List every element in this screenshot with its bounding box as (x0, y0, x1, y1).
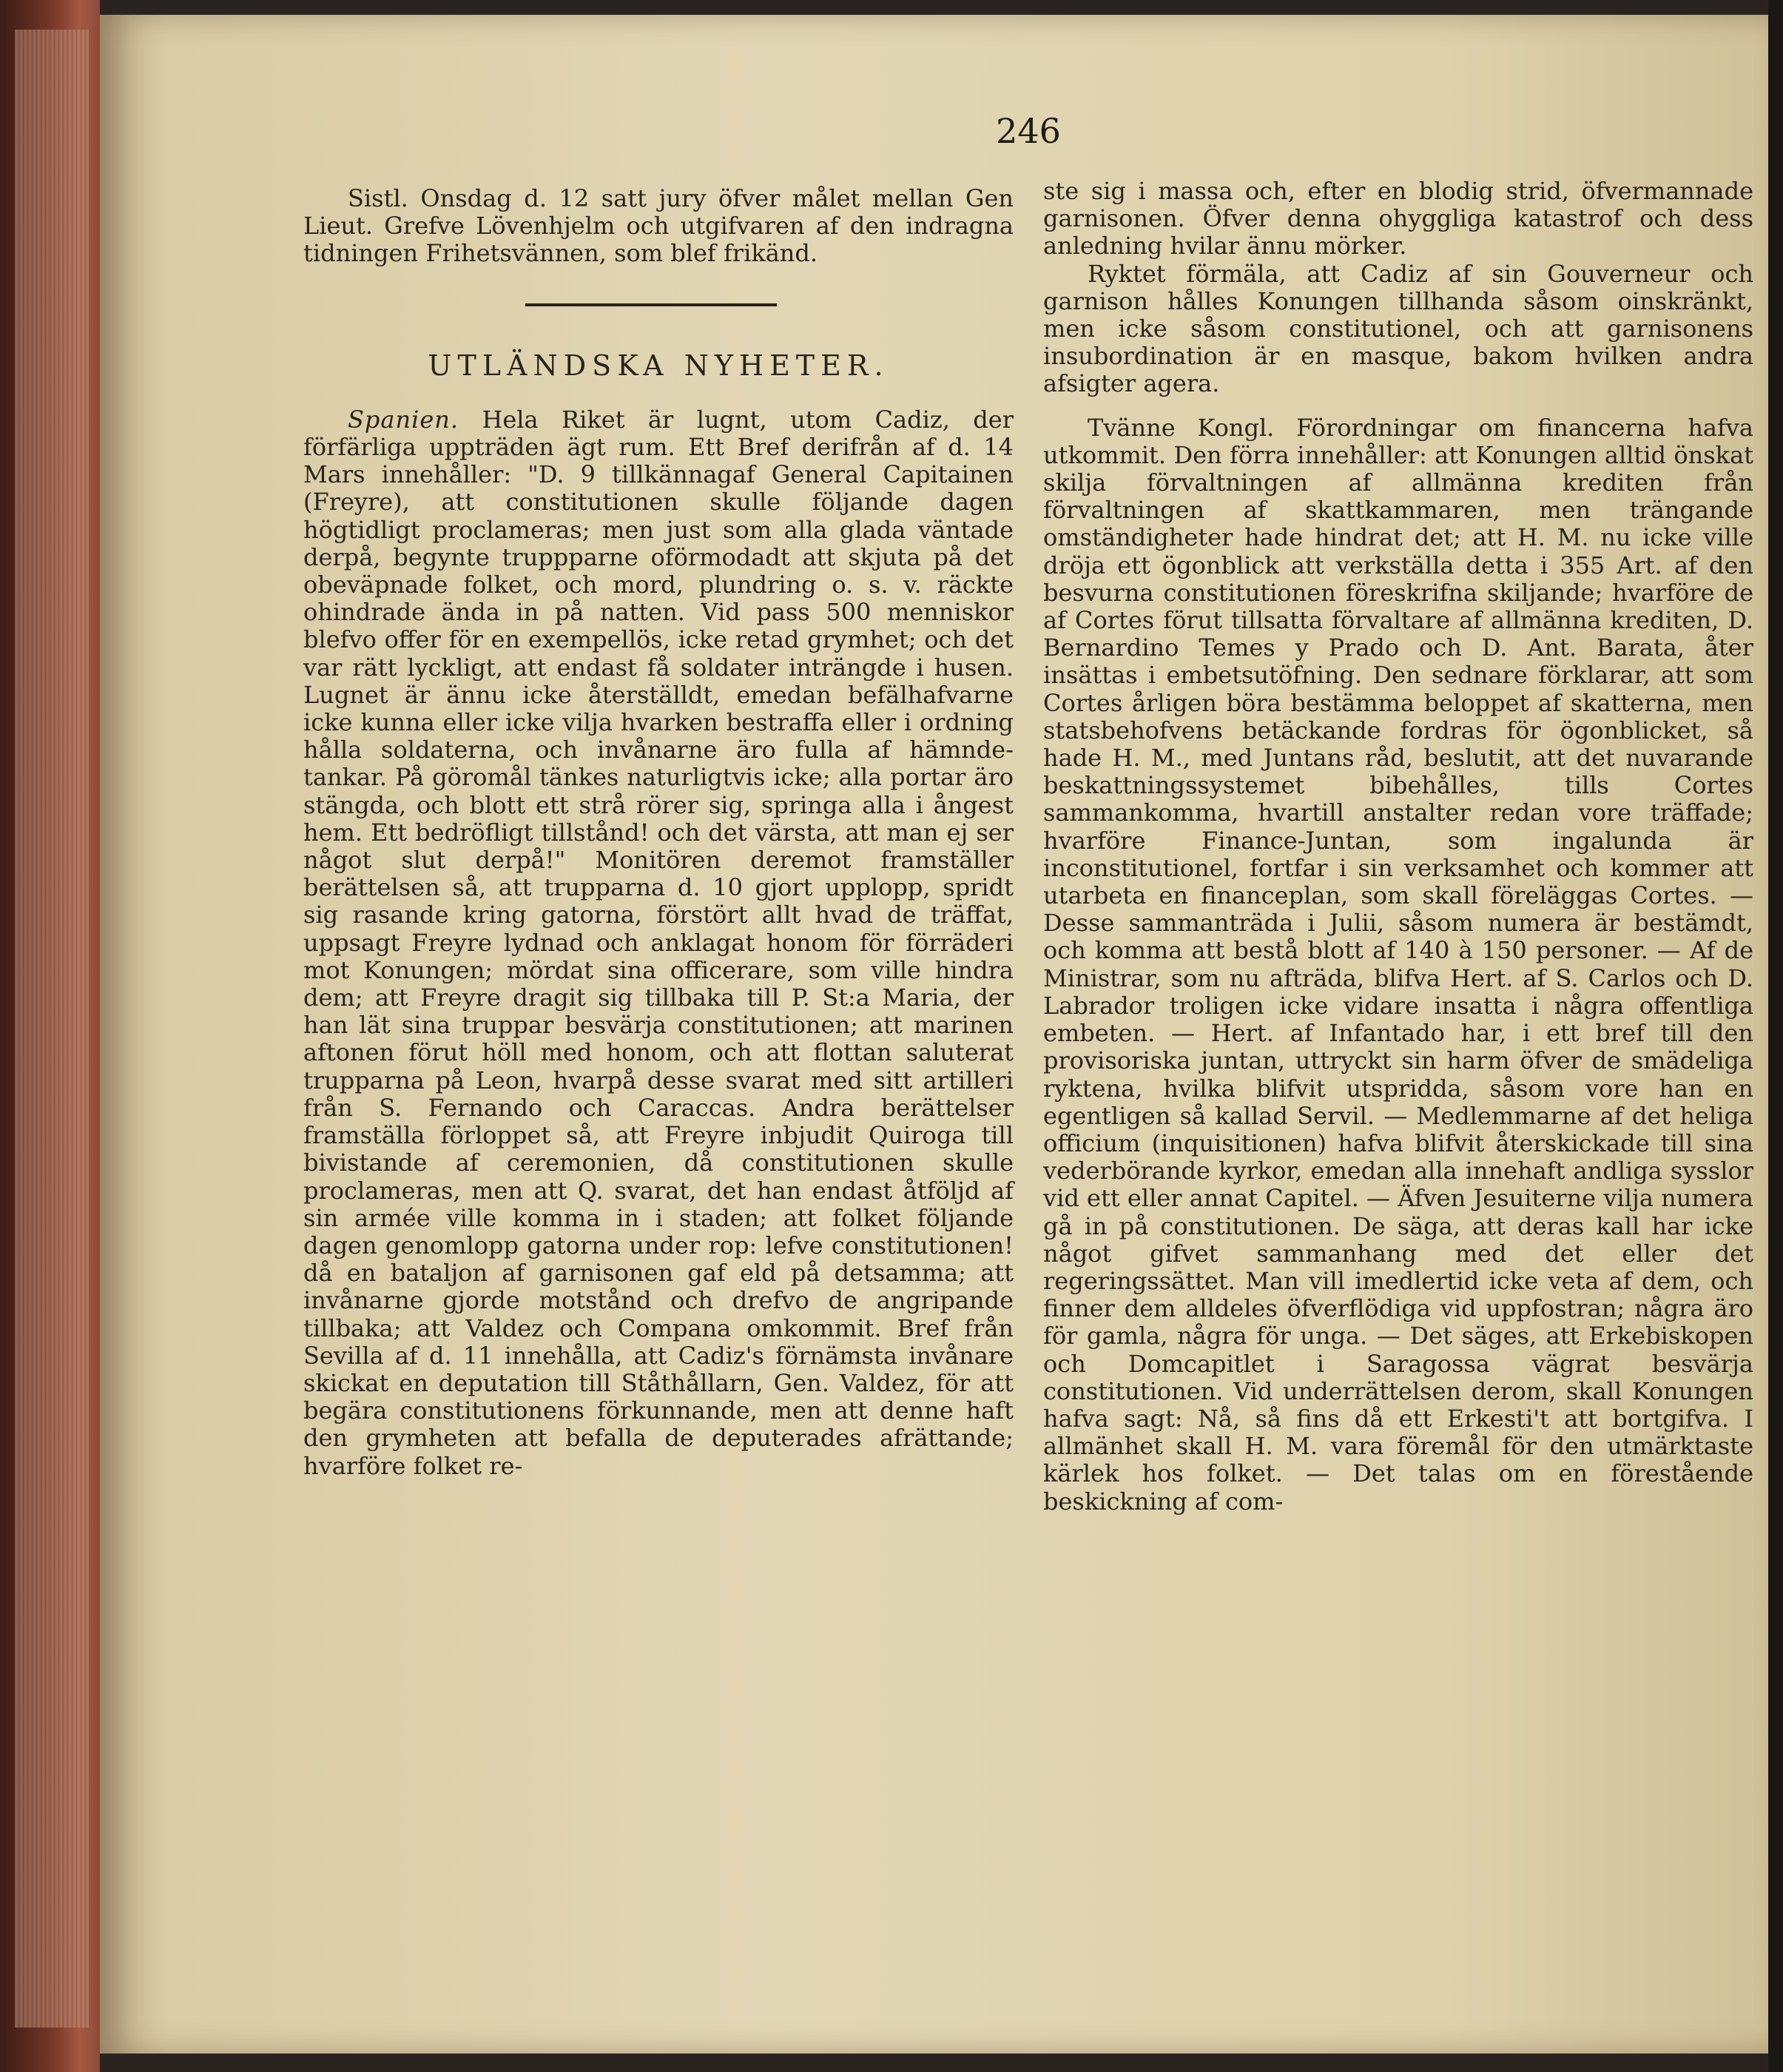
article-continuation: ste sig i massa och, efter en blodig strid, öfvermannade garnisonen. Öfver denna ohyggliga katastrof och dess anledning hvilar ännu mörker. (1043, 177, 1753, 260)
page-shadow (1768, 0, 1783, 2072)
section-heading: UTLÄNDSKA NYHETER. (428, 349, 889, 382)
finance-paragraph: Tvänne Kongl. Förordningar om financerna hafva utkommit. Den förra innehåller: att Konungen alltid önskat skilja förvaltningen af allmänna krediten från förvaltningen af skattkammaren, men trängande omständigheter hade hindrat det; att H. M. nu icke ville dröja ett ögonblick att verkställa detta i 355 Art. af den besvurna constitutionen föreskrifna skiljande; hvarföre de af Cortes förut tillsatta förvaltare af allmänna krediten, D. Bernardino Temes y Prado och D. Ant. Barata, åter insättas i embetsutöfning. Den sednare förklarar, att som Cortes årligen böra bestämma beloppet af skatterna, men statsbehofvens betäckande fordras för ögonblicket, så hade H. M., med Juntans råd, beslutit, att det nuvarande beskattningssystemet bibehålles, tills Cortes sammankomma, hvartill anstalter redan vore träffade; hvarföre Finance-Juntan, som ingalunda är inconstitutionel, fortfar i sin verksamhet och kommer att utarbeta en financeplan, som skall föreläggas Cortes. — Desse sammanträda i Julii, såsom numera är bestämdt, och komma att bestå blott af 140 à 150 personer. — Af de Ministrar, som nu afträda, blifva Hert. af S. Carlos och D. Labrador troligen icke vidare insatta i några offentliga embeten. — Hert. af Infantado har, i ett bref till den provisoriska juntan, uttryckt sin harm öfver de smädeliga ryktena, hvilka blifvit utspridda, såsom vore han en egentligen så kallad Servil. — Medlemmarne af det heliga officium (inquisitionen) hafva blifvit återskickade till sina vederbörande kyrkor, emedan alla innehaft andliga sysslor vid ett eller annat Capitel. — Äfven Jesuiterne vilja numera gå in på constitutionen. De säga, att deras kall har icke något gifvet sammanhang med det eller det regeringssättet. Man vill imedlertid icke veta af dem, och finner dem alldeles öfverflödiga vid uppfostran; några äro för gamla, några för unga. — Det säges, att Erkebiskopen och Domcapitlet i Saragossa vägrat besvärja constitutionen. Vid underrättelsen derom, skall Konungen hafva sagt: Nå, så fins då ett Erkesti't att bortgifva. I allmänhet skall H. M. vara föremål för den utmärktaste kärlek hos folket. — Det talas om en förestående beskickning af com- (1043, 413, 1753, 1516)
spain-article-text: Hela Riket är lugnt, utom Cadiz, der förfärliga uppträden ägt rum. Ett Bref derifrån af d. 14 Mars innehåller: "D. 9 tillkännagaf General Capitainen (Freyre), att constitutionen skulle följande dagen högtidligt proclameras; men just som alla glada väntade derpå, begynte truppparne oförmodadt att skjuta på det obeväpnade folket, och mord, plundring o. s. v. räckte ohindrade ända in på natten. Vid pass 500 menniskor blefvo offer för en exempellös, icke retad grymhet; och det var rätt lyckligt, att endast få soldater inträngde i husen. Lugnet är ännu icke återställdt, emedan befälhafvarne icke kunna eller icke vilja hvarken bestraffa eller i ordning hålla soldaterna, och invånarne äro fulla af hämnde-tankar. På göromål tänkes naturligtvis icke; alla portar äro stängda, och blott ett strå rörer sig, springa alla i ångest hem. Ett bedröfligt tillstånd! och det värsta, att man ej ser något slut derpå!" Monitören deremot framställer berättelsen så, att trupparna d. 10 gjort upplopp, spridt sig rasande kring gatorna, förstört allt hvad de träffat, uppsagt Freyre lydnad och anklagat honom för förräderi mot Konungen; mördat sina officerare, som ville hindra dem; att Freyre dragit sig tillbaka till P. St:a Maria, der han lät sina truppar besvärja constitutionen; att marinen aftonen förut höll med honom, och att flottan saluterat trupparna på Leon, hvarpå desse svarat med sitt artilleri från S. Fernando och Caraccas. Andra berättelser framställa förloppet så, att Freyre inbjudit Quiroga till bivistande af ceremonien, då constitutionen skulle proclameras, men att Q. svarat, det han endast åtföljd af sin armée ville komma in i staden; att folket följande dagen genomlopp gatorna under rop: lefve constitutionen! då en bataljon af garnisonen gaf eld på detsamma; att invånarne gjorde motstånd och drefvo de angripande tillbaka; att Valdez och Compana omkommit. Bref från Sevilla af d. 11 innehålla, att Cadiz's förnämsta invånare skickat en deputation till Ståthållarn, Gen. Valdez, för att begära constitutionens förkunnande, men att denne haft den grymheten att befalla de deputerades afrättande; hvarföre folket re- (303, 405, 1014, 1480)
page-number: 246 (996, 111, 1061, 151)
spain-article (303, 406, 1014, 1480)
cadiz-rumour-paragraph: Ryktet förmäla, att Cadiz af sin Gouverneur och garnison hålles Konungen tillhanda såsom oinskränkt, men icke såsom constitutionel, och att garnisonens insubordination är en masque, bakom hvilken andra afsigter agera. (1043, 259, 1753, 398)
page-edges (15, 30, 89, 2028)
section-divider (525, 303, 777, 306)
paragraph-gap (1043, 398, 1753, 414)
country-label: Spanien. (348, 405, 459, 434)
right-column (1043, 178, 1753, 1516)
domestic-notice: Sistl. Onsdag d. 12 satt jury öfver målet mellan Gen Lieut. Grefve Lövenhjelm och utgifvaren af den indragna tidningen Frihetsvännen, som blef frikänd. (303, 184, 1014, 268)
left-column (303, 185, 1014, 1480)
